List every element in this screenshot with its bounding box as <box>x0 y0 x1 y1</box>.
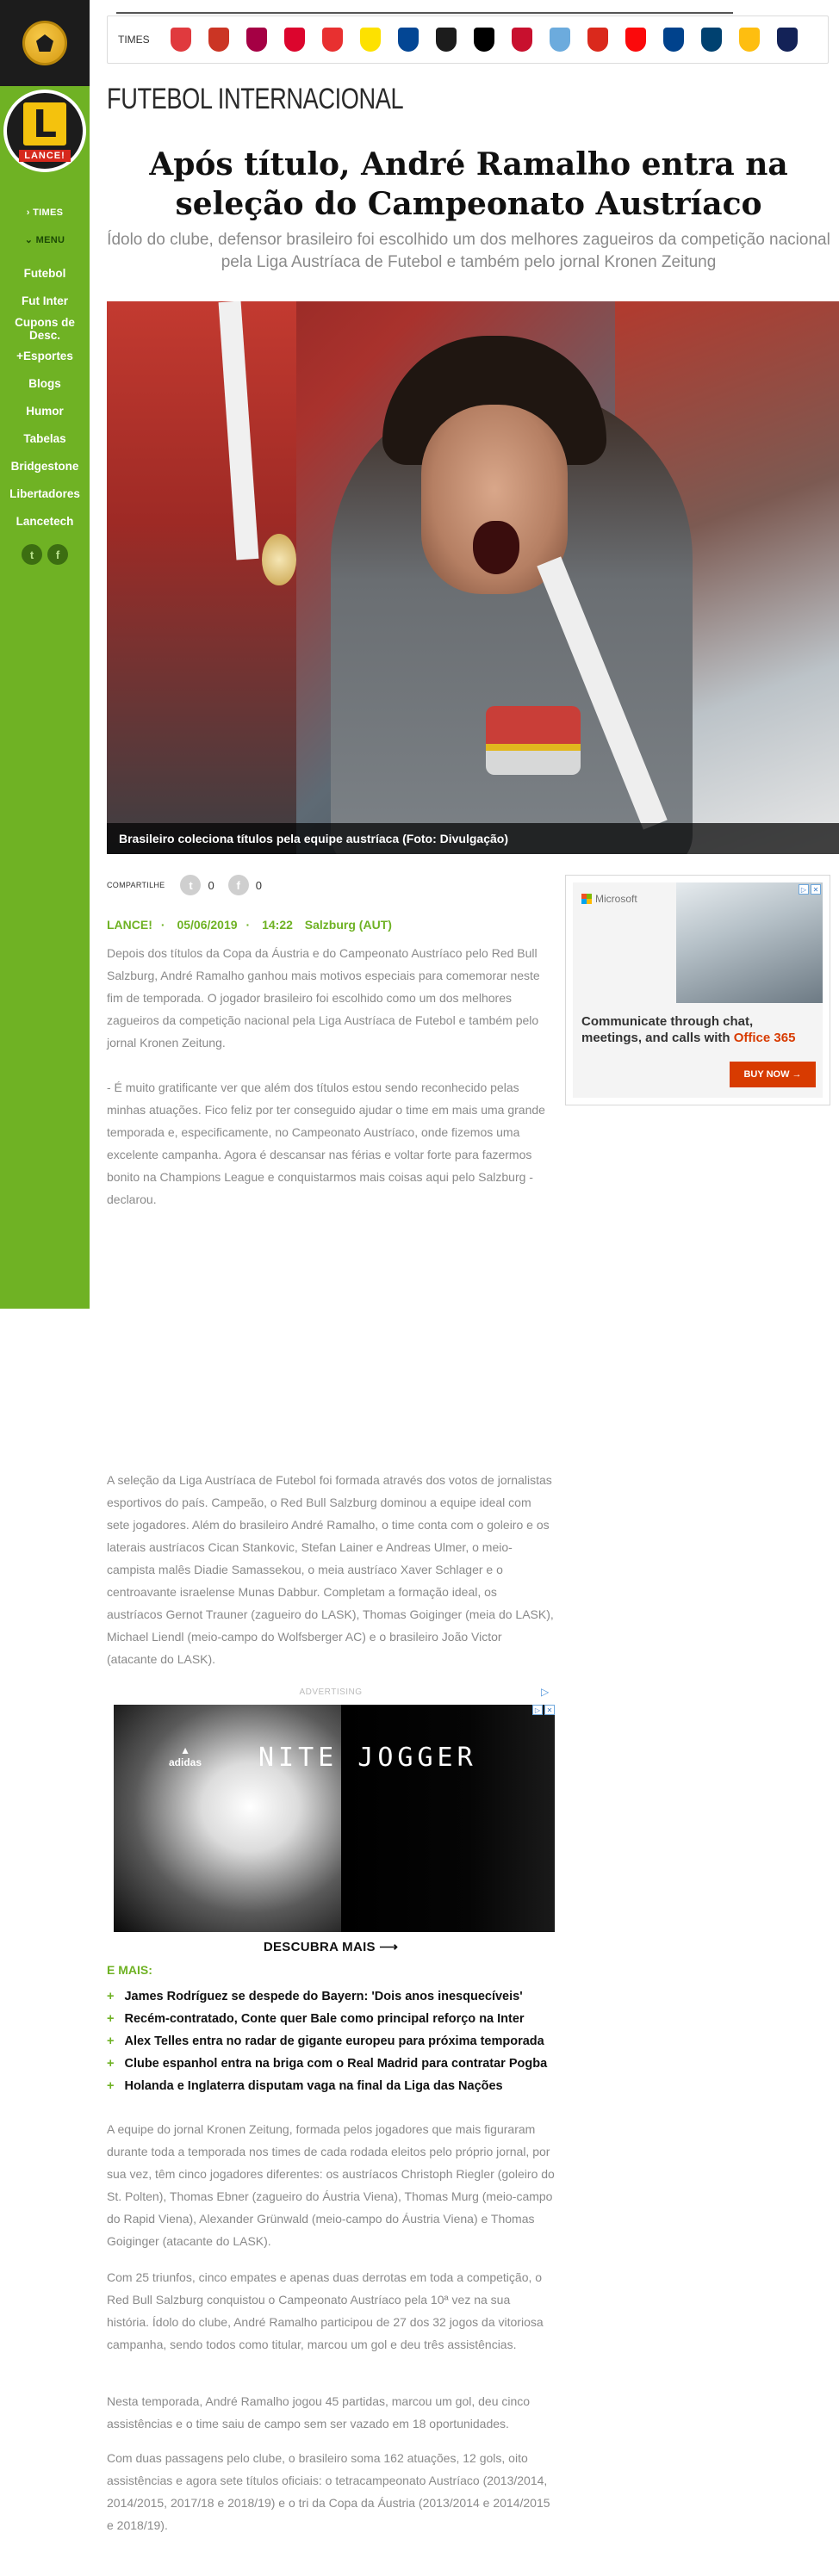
team-crest-icon[interactable] <box>208 28 229 52</box>
related-item[interactable] <box>107 2008 572 2030</box>
close-icon[interactable]: ✕ <box>811 884 821 895</box>
team-crests <box>162 28 806 52</box>
logo-letter: L <box>21 100 69 148</box>
teams-bar <box>107 15 829 64</box>
related-item[interactable] <box>107 1985 572 2008</box>
sidebar-socials <box>0 544 90 565</box>
ad-product-name: NITE JOGGER <box>258 1743 477 1773</box>
article-paragraph: Depois dos títulos da Copa da Áustria e do Campeonato Austríaco pelo Red Bull Salzburg, André Ramalho ganhou mais motivos especiais para comemorar neste fim de temporada. O jogador brasileiro foi escolhido como um dos melhores zagueiros da competição nacional pela Liga Austríaca de Futebol e também pelo jornal Kronen Zeitung. <box>107 946 540 1050</box>
team-crest-icon[interactable] <box>284 28 305 52</box>
ad-photo <box>676 882 823 1003</box>
section-title[interactable]: FUTEBOL INTERNACIONAL <box>107 83 404 115</box>
sidebar-item-menu[interactable]: ⌄ MENU <box>24 235 65 245</box>
logo-wrap <box>0 90 90 193</box>
shirt-logo <box>486 706 581 775</box>
buy-now-button[interactable]: BUY NOW → <box>730 1062 816 1087</box>
adchoices-icon[interactable]: ▷ <box>532 1705 543 1715</box>
sidebar-item-bridgestone[interactable]: Bridgestone <box>10 460 79 473</box>
logo-wordmark: LANCE! <box>19 150 71 162</box>
medal-icon <box>262 534 296 585</box>
adidas-wordmark: adidas <box>169 1756 202 1768</box>
sidebar-item-futebol[interactable]: Futebol <box>23 267 66 280</box>
teams-bar-label: TIMES <box>118 34 150 46</box>
ad-brand <box>581 893 637 905</box>
sidebar-item-fut-inter[interactable]: Fut Inter <box>22 294 68 307</box>
sidebar-item-times[interactable]: › TIMES <box>26 207 64 218</box>
adidas-logo-icon: ▲ adidas <box>169 1744 202 1768</box>
team-crest-icon[interactable] <box>625 28 646 52</box>
team-crest-icon[interactable] <box>663 28 684 52</box>
related-link[interactable]: Alex Telles entra no radar de gigante europeu para próxima temporada <box>124 2034 544 2048</box>
team-crest-icon[interactable] <box>587 28 608 52</box>
related-title: E MAIS: <box>107 1963 152 1977</box>
advertising-label: ADVERTISING <box>299 1687 363 1697</box>
plus-icon: + <box>107 2012 115 2026</box>
plus-icon: + <box>107 2057 115 2071</box>
article-meta <box>107 918 401 932</box>
sidebar-menu <box>0 205 90 565</box>
plus-icon: + <box>107 1990 115 2003</box>
ad-mid-left <box>114 1705 341 1932</box>
team-crest-icon[interactable] <box>246 28 267 52</box>
site-logo[interactable] <box>3 90 86 172</box>
meta-sep: · <box>160 918 165 932</box>
sidebar-item-lancetech[interactable]: Lancetech <box>16 515 74 528</box>
close-icon[interactable]: ✕ <box>544 1705 555 1715</box>
related-item[interactable] <box>107 2053 572 2075</box>
related-link[interactable]: Clube espanhol entra na briga com o Real Madrid para contratar Pogba <box>124 2057 548 2071</box>
related-link[interactable]: James Rodríguez se despede do Bayern: 'Dois anos inesquecíveis' <box>124 1990 523 2003</box>
hero-caption: Brasileiro coleciona títulos pela equipe austríaca (Foto: Divulgação) <box>107 823 839 854</box>
related-item[interactable] <box>107 2030 572 2053</box>
hero-player-mouth <box>473 521 519 574</box>
meta-time: 14:22 <box>262 918 293 932</box>
sidebar-item-tabelas[interactable]: Tabelas <box>23 432 66 445</box>
team-crest-icon[interactable] <box>512 28 532 52</box>
article-paragraph: - É muito gratificante ver que além dos títulos estou sendo reconhecido pelas minhas atuações. Fico feliz por ter conseguido ajudar o time em mais uma grande temporada e, especificamente, no Campeonato Austríaco, onde fizemos uma excelente campanha. Agora é descansar nas férias e voltar forte para fazermos bonito na Champions League e conquistarmos mais coisas aqui pelo Salzburg - declarou. <box>107 1081 545 1206</box>
twitter-share-count: 0 <box>208 878 214 892</box>
team-crest-icon[interactable] <box>398 28 419 52</box>
plus-icon: + <box>107 2034 115 2048</box>
article-paragraph: Nesta temporada, André Ramalho jogou 45 partidas, marcou um gol, deu cinco assistências e o time saiu de campo sem ser vazado em 18 oportunidades. <box>107 2394 531 2430</box>
sidebar-top <box>0 0 90 86</box>
sidebar-item-libertadores[interactable]: Libertadores <box>9 487 80 500</box>
article-paragraph: A equipe do jornal Kronen Zeitung, formada pelos jogadores que mais figuraram durante toda a temporada nos times de cada rodada eleitos pelo próprio jornal, por sua vez, têm cinco jogadores diferentes: os austríacos Christoph Riegler (goleiro do St. Polten), Thomas Ebner (zagueiro do Áustria Viena), Thomas Murg (meio-campo do Rapid Viena), Alexander Grünwald (meio-campo do Áustria Viena) e Thomas Goiginger (atacante do LASK). <box>107 2122 555 2248</box>
ad-inner <box>573 882 823 1098</box>
discover-more-link[interactable]: DESCUBRA MAIS ⟶ <box>263 1940 399 1954</box>
article-headline: Após título, André Ramalho entra na seleção do Campeonato Austríaco <box>149 146 788 222</box>
ad-copy <box>581 1013 814 1046</box>
facebook-share-count: 0 <box>255 878 262 892</box>
article-paragraph: Com 25 triunfos, cinco empates e apenas duas derrotas em toda a competição, o Red Bull Salzburg conquistou o Campeonato Austríaco pela 10ª vez na sua história. Ídolo do clube, André Ramalho participou de 27 dos 32 jogos da vitoriosa campanha, sendo todos como titular, marcou um gol e deu três assistências. <box>107 2270 544 2351</box>
meta-location: Salzburg (AUT) <box>304 918 392 932</box>
ad-brand-name: Microsoft <box>595 893 637 905</box>
sidebar-item-esportes[interactable]: +Esportes <box>16 350 73 362</box>
team-crest-icon[interactable] <box>474 28 494 52</box>
team-crest-icon[interactable] <box>171 28 191 52</box>
related-link[interactable]: Recém-contratado, Conte quer Bale como principal reforço na Inter <box>124 2012 525 2026</box>
team-crest-icon[interactable] <box>360 28 381 52</box>
microsoft-logo-icon <box>581 894 592 904</box>
ad-copy-highlight: Office 365 <box>733 1031 796 1045</box>
article-paragraph: A seleção da Liga Austríaca de Futebol foi formada através dos votos de jornalistas esportivos do país. Campeão, o Red Bull Salzburg dominou a equipe ideal com sete jogadores. Além do brasileiro André Ramalho, o time conta com o goleiro e os laterais austríacos Cican Stankovic, Stefan Lainer e Andreas Ulmer, o meio-campista malês Diadie Samassekou, o meia austríaco Xaver Schlager e o centroavante israelense Munas Dabbur. Completam a formação ideal, os austríacos Gernot Trauner (zagueiro do LASK), Thomas Goiginger (meia do LASK), Michael Liendl (meio-campo do Wolfsberger AC) e o brasileiro João Victor (atacante do LASK). <box>107 1473 554 1666</box>
twitter-icon[interactable]: t <box>22 544 42 565</box>
hero-image <box>107 301 839 854</box>
team-crest-icon[interactable] <box>322 28 343 52</box>
facebook-share-icon[interactable]: f <box>228 875 249 895</box>
article-paragraph: Com duas passagens pelo clube, o brasileiro soma 162 atuações, 12 gols, oito assistências e agora sete títulos oficiais: o tetracampeonato Austríaco (2013/2014, 2014/2015, 2017/18 e 2018/19) e o tri da Copa da Áustria (2013/2014 e 2014/2015 e 2018/19). <box>107 2451 550 2532</box>
meta-date: 05/06/2019 <box>177 918 238 932</box>
related-list <box>107 1985 572 2097</box>
office365-ad[interactable] <box>565 875 830 1105</box>
adidas-ad[interactable] <box>114 1705 555 1932</box>
ad-choices[interactable] <box>532 1705 555 1715</box>
share-label: COMPARTILHE <box>107 881 165 889</box>
share-bar <box>107 875 269 895</box>
plus-icon: + <box>107 2079 115 2093</box>
twitter-share-icon[interactable]: t <box>180 875 201 895</box>
team-crest-icon[interactable] <box>550 28 570 52</box>
team-crest-icon[interactable] <box>701 28 722 52</box>
football-trophy-icon[interactable] <box>22 21 67 65</box>
adchoices-icon[interactable]: ▷ <box>799 884 809 895</box>
sidebar <box>0 0 90 1309</box>
meta-source: LANCE! <box>107 918 152 932</box>
ad-copy-text: Communicate through chat, meetings, and calls with <box>581 1014 754 1045</box>
facebook-icon[interactable]: f <box>47 544 68 565</box>
ad-mid-right <box>341 1705 555 1932</box>
article-subhead: Ídolo do clube, defensor brasileiro foi escolhido um dos melhores zagueiros da competição nacional pela Liga Austríaca de Futebol e também pelo jornal Kronen Zeitung <box>107 231 830 271</box>
ad-choices[interactable] <box>799 884 821 895</box>
related-link[interactable]: Holanda e Inglaterra disputam vaga na final da Liga das Nações <box>124 2079 503 2093</box>
adchoices-icon[interactable]: ▷ <box>541 1686 550 1698</box>
sidebar-item-humor[interactable]: Humor <box>26 405 64 418</box>
team-crest-icon[interactable] <box>739 28 760 52</box>
team-crest-icon[interactable] <box>436 28 457 52</box>
meta-sep: · <box>245 918 251 932</box>
team-crest-icon[interactable] <box>777 28 798 52</box>
sidebar-item-cupons[interactable]: Cupons de Desc. <box>15 316 75 342</box>
sidebar-item-blogs[interactable]: Blogs <box>28 377 61 390</box>
related-item[interactable] <box>107 2075 572 2097</box>
